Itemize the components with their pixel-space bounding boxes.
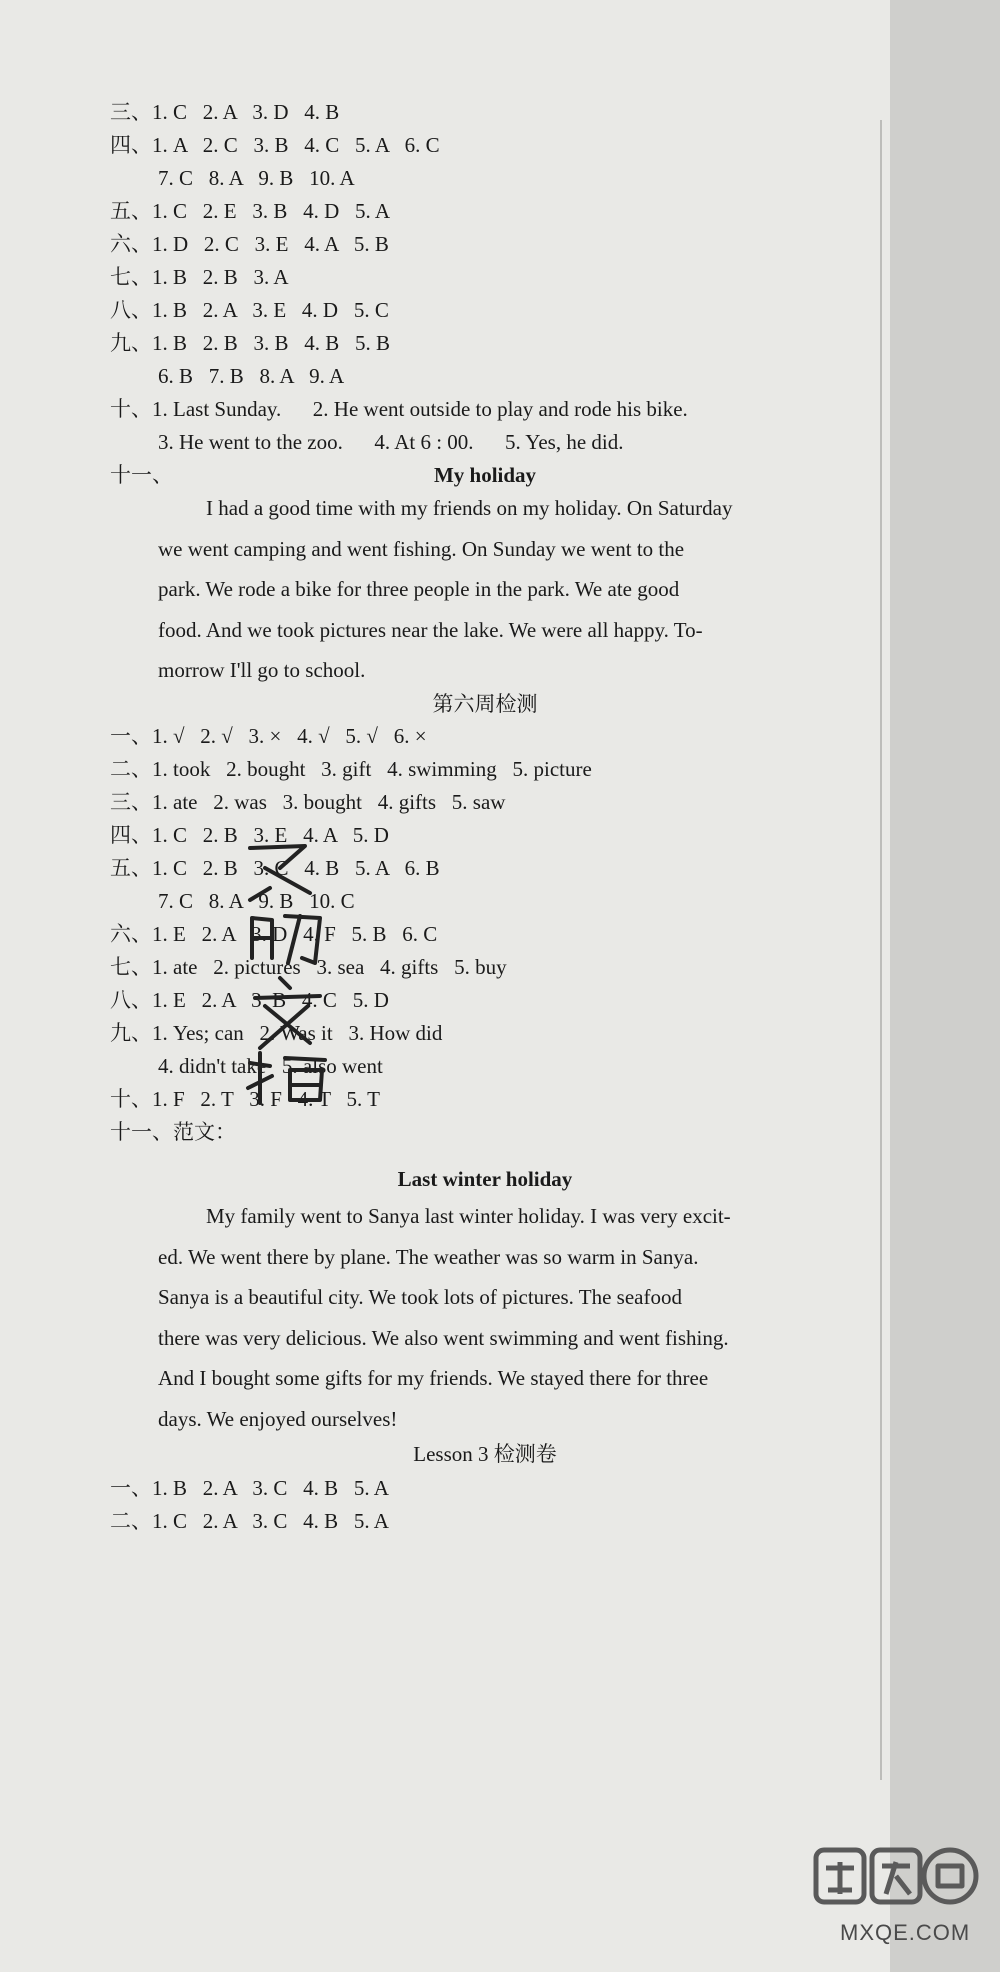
answer-line: 6. B 7. B 8. A 9. A [158, 364, 345, 388]
essay-line: park. We rode a bike for three people in the park. We ate good [158, 577, 680, 601]
answer-line: 九、1. B 2. B 3. B 4. B 5. B [110, 331, 391, 355]
answer-line: 七、1. B 2. B 3. A [110, 265, 289, 289]
answer-line: 一、1. B 2. A 3. C 4. B 5. A [110, 1476, 389, 1500]
essay-label: 十一、 [110, 463, 173, 487]
answer-line: 七、1. ate 2. pictures 3. sea 4. gifts 5. buy [110, 955, 507, 979]
essay-line: Sanya is a beautiful city. We took lots of pictures. The seafood [158, 1285, 682, 1309]
answer-line: 三、1. C 2. A 3. D 4. B [110, 100, 340, 124]
essay-body [158, 1196, 858, 1439]
answer-line: 十一、范文： [110, 1120, 236, 1144]
essay-line: there was very delicious. We also went swimming and went fishing. [158, 1325, 729, 1350]
section-heading: 第六周检测 [432, 692, 538, 716]
section-heading: Lesson 3 检测卷 [413, 1442, 557, 1466]
answer-line: 三、1. ate 2. was 3. bought 4. gifts 5. saw [110, 790, 506, 814]
answer-line: 十、1. Last Sunday. 2. He went outside to play and rode his bike. [110, 397, 688, 421]
answer-line: 六、1. E 2. A 3. D 4. F 5. B 6. C [110, 922, 438, 946]
answer-line: 7. C 8. A 9. B 10. C [158, 889, 355, 913]
answer-line: 四、1. C 2. B 3. E 4. A 5. D [110, 823, 389, 847]
watermark-logo [810, 1840, 980, 1920]
essay-line: My family went to Sanya last winter holiday. I was very excit- [206, 1204, 731, 1228]
answer-line: 十、1. F 2. T 3. F 4. T 5. T [110, 1087, 380, 1111]
answer-line: 二、1. C 2. A 3. C 4. B 5. A [110, 1509, 389, 1533]
margin-rule [880, 120, 882, 1780]
essay-line: days. We enjoyed ourselves! [158, 1406, 398, 1431]
answer-line: 4. didn't take 5. also went [158, 1054, 383, 1078]
handwriting-overlay [230, 838, 340, 1108]
answer-line: 二、1. took 2. bought 3. gift 4. swimming 5. picture [110, 757, 592, 781]
essay-line: we went camping and went fishing. On Sunday we went to the [158, 536, 685, 561]
answer-line: 五、1. C 2. E 3. B 4. D 5. A [110, 199, 391, 223]
answer-line: 7. C 8. A 9. B 10. A [158, 166, 355, 190]
answer-line: 九、1. Yes; can 2. Was it 3. How did [110, 1021, 443, 1045]
answer-line: 六、1. D 2. C 3. E 4. A 5. B [110, 232, 389, 256]
page-bleed [890, 0, 1000, 1972]
essay-line: morrow I'll go to school. [158, 658, 366, 682]
essay-body [158, 488, 858, 691]
watermark-site: MXQE.COM [840, 1920, 971, 1945]
answer-line: 八、1. E 2. A 3. B 4. C 5. D [110, 988, 389, 1012]
answer-line: 3. He went to the zoo. 4. At 6 : 00. 5. Yes, he did. [158, 430, 624, 454]
essay-line: food. And we took pictures near the lake. We were all happy. To- [158, 617, 703, 642]
answer-line: 四、1. A 2. C 3. B 4. C 5. A 6. C [110, 133, 440, 157]
essay-title: Last winter holiday [397, 1167, 573, 1191]
essay-line: ed. We went there by plane. The weather was so warm in Sanya. [158, 1244, 699, 1269]
essay-line: I had a good time with my friends on my holiday. On Saturday [206, 496, 733, 520]
answer-line: 五、1. C 2. B 3. C 4. B 5. A 6. B [110, 856, 440, 880]
essay-line: And I bought some gifts for my friends. We stayed there for three [158, 1366, 709, 1390]
answer-line: 八、1. B 2. A 3. E 4. D 5. C [110, 298, 389, 322]
essay-title: My holiday [433, 463, 537, 487]
answer-line: 一、1. √ 2. √ 3. × 4. √ 5. √ 6. × [110, 724, 427, 748]
